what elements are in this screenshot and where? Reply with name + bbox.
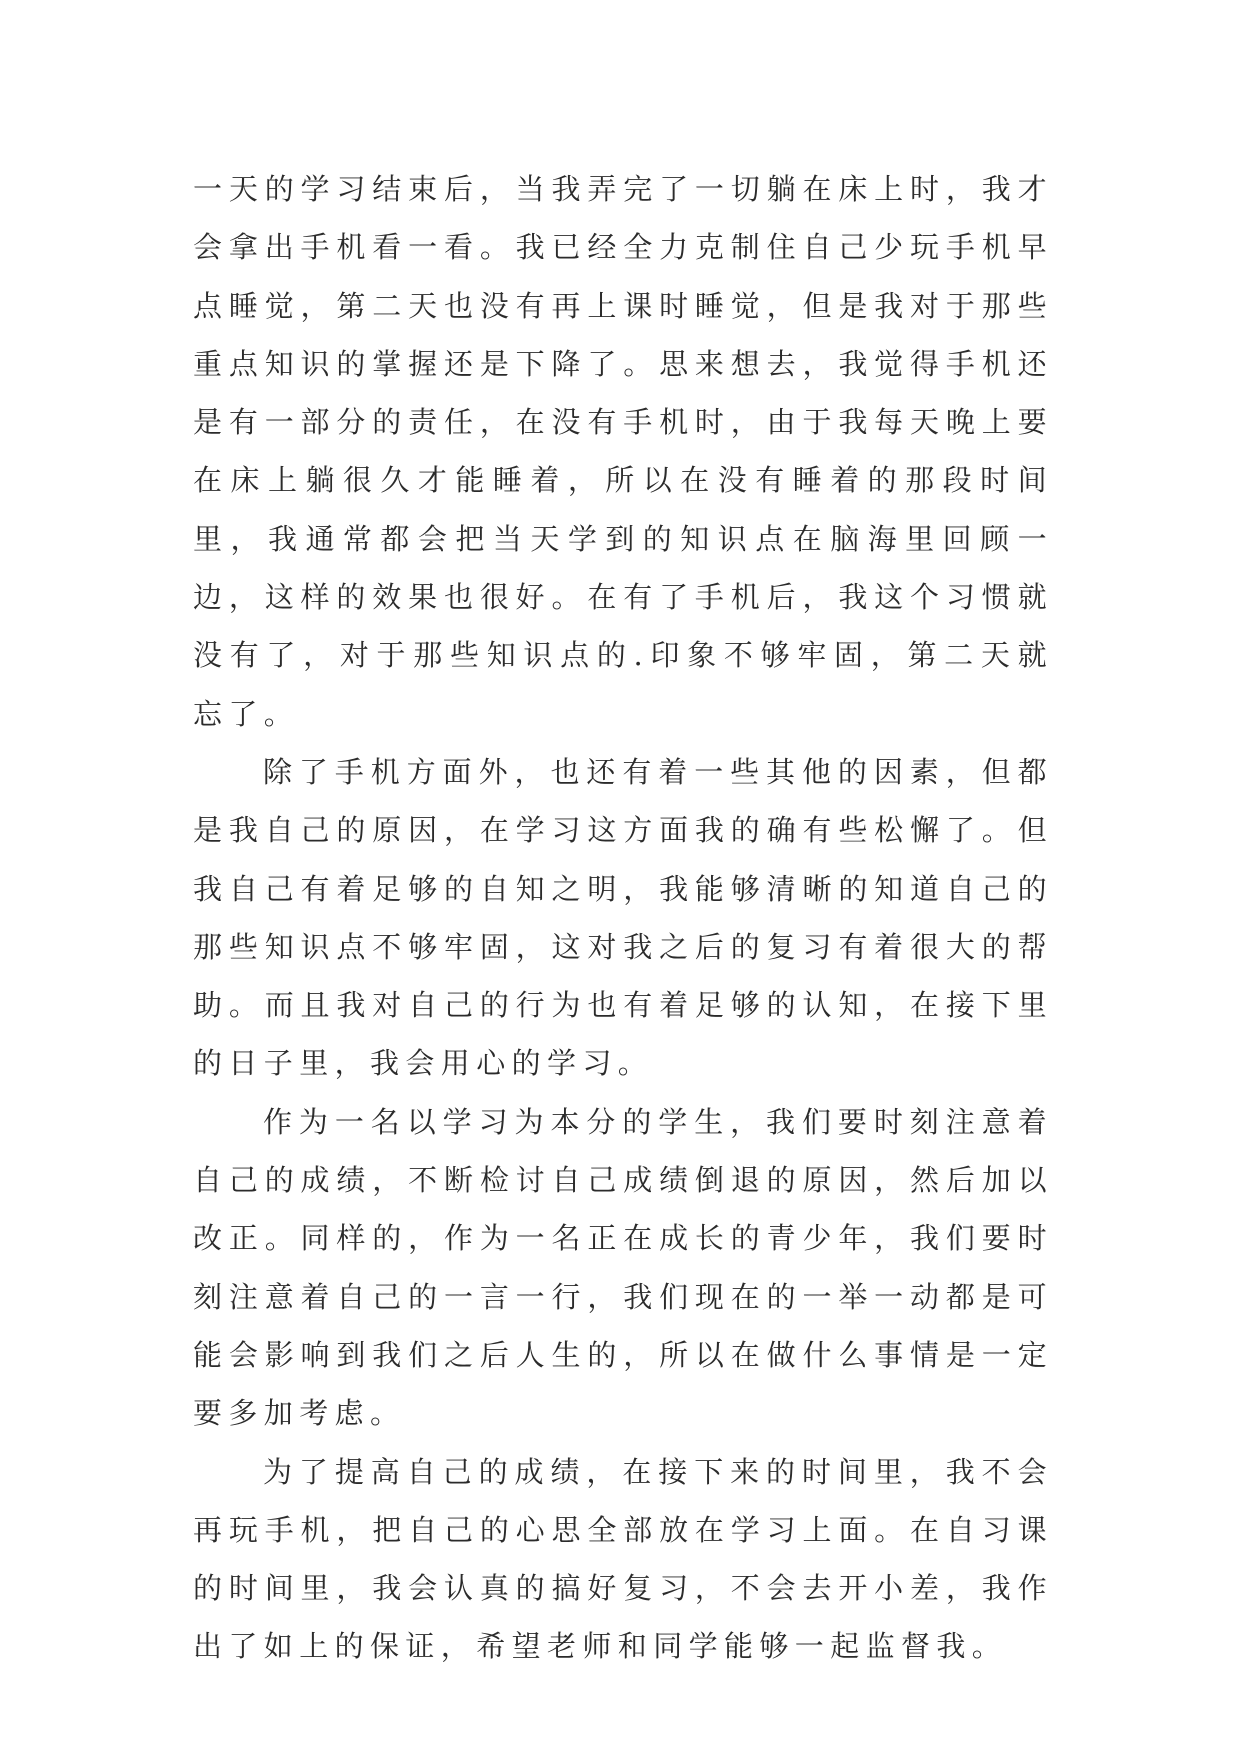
paragraph: 除了手机方面外，也还有着一些其他的因素，但都是我自己的原因，在学习这方面我的确有些松懈了。但我自己有着足够的自知之明，我能够清晰的知道自己的那些知识点不够牢固，这对我之后的复习有着很大的帮助。而且我对自己的行为也有着足够的认知，在接下里的日子里，我会用心的学习。	[193, 754, 1053, 1081]
paragraph: 为了提高自己的成绩，在接下来的时间里，我不会再玩手机，把自己的心思全部放在学习上面。在自习课的时间里，我会认真的搞好复习，不会去开小差，我作出了如上的保证，希望老师和同学能够一起监督我。	[193, 1454, 1053, 1664]
paragraph: 作为一名以学习为本分的学生，我们要时刻注意着自己的成绩，不断检讨自己成绩倒退的原因，然后加以改正。同样的，作为一名正在成长的青少年，我们要时刻注意着自己的一言一行，我们现在的一举一动都是可能会影响到我们之后人生的，所以在做什么事情是一定要多加考虑。	[193, 1104, 1053, 1431]
document-body	[193, 160, 1053, 1676]
paragraph: 一天的学习结束后，当我弄完了一切躺在床上时，我才会拿出手机看一看。我已经全力克制住自己少玩手机早点睡觉，第二天也没有再上课时睡觉，但是我对于那些重点知识的掌握还是下降了。思来想去，我觉得手机还是有一部分的责任，在没有手机时，由于我每天晚上要在床上躺很久才能睡着，所以在没有睡着的那段时间里，我通常都会把当天学到的知识点在脑海里回顾一边，这样的效果也很好。在有了手机后，我这个习惯就没有了，对于那些知识点的.印象不够牢固，第二天就忘了。	[193, 172, 1053, 731]
